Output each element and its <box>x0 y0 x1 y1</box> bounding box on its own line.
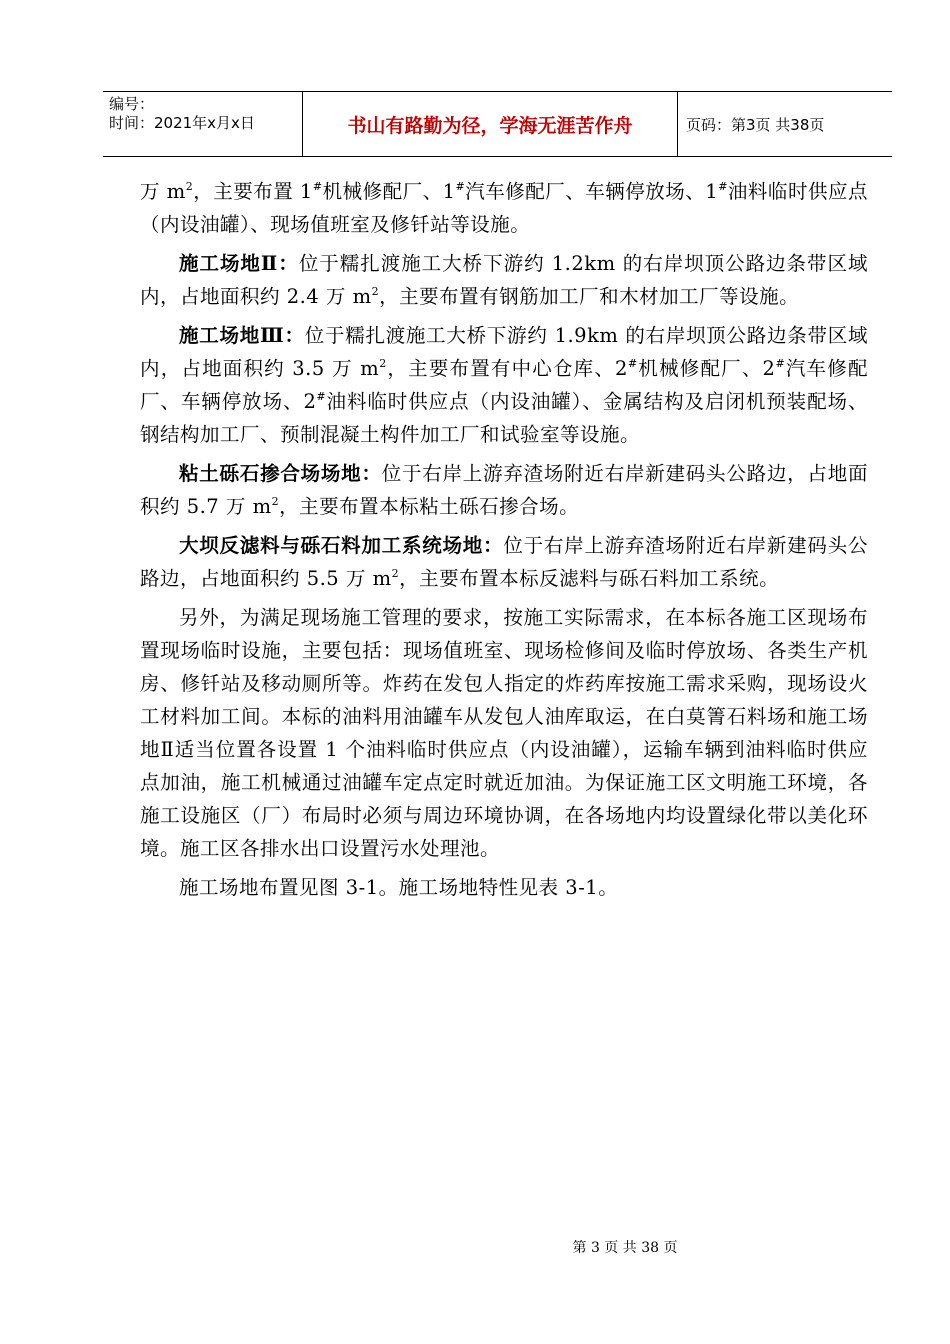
paragraph-clay-gravel-site: 粘土砾石掺合场场地：位于右岸上游弃渣场附近右岸新建码头公路边，占地面积约 5.7 万 $m^2$，主要布置本标粘土砾石掺合场。 <box>140 462 868 518</box>
paragraph-1: 万 $m^2$，主要布置 1#机械修配厂、1#汽车修配厂、车辆停放场、1#油料临时供应点（内设油罐）、现场值班室及修钎站等设施。 <box>140 180 868 236</box>
page-footer: 第 3 页 共 38 页 <box>572 1240 678 1256</box>
header-meta <box>103 92 303 156</box>
paragraph-figure-reference: 施工场地布置见图 3-1。施工场地特性见表 3-1。 <box>179 876 619 899</box>
paragraph-heading: 粘土砾石掺合场场地： <box>179 462 382 485</box>
paragraph-heading: 施工场地Ⅲ： <box>179 324 305 347</box>
header-page-info: 页码：第3页 共38页 <box>686 115 825 134</box>
document-body <box>140 175 868 910</box>
paragraph-site-2: 施工场地Ⅱ：位于糯扎渡施工大桥下游约 1.2km 的右岸坝顶公路边条带区域内，占地面积约 2.4 万 $m^2$，主要布置有钢筋加工厂和木材加工厂等设施。 <box>140 252 868 308</box>
paragraph-filter-material-site: 大坝反滤料与砾石料加工系统场地：位于右岸上游弃渣场附近右岸新建码头公路边，占地面积约 5.5 万 $m^2$，主要布置本标反滤料与砾石料加工系统。 <box>140 534 868 590</box>
paragraph-heading: 大坝反滤料与砾石料加工系统场地： <box>179 534 504 557</box>
page-header <box>103 91 892 157</box>
paragraph-additional-facilities: 另外，为满足现场施工管理的要求，按施工实际需求，在本标各施工区现场布置现场临时设施，主要包括：现场值班室、现场检修间及临时停放场、各类生产机房、修钎站及移动厕所等。炸药在发包人指定的炸药库按施工需求采购，现场设火工材料加工间。本标的油料用油罐车从发包人油库取运，在白莫箐石料场和施工场地Ⅱ适当位置各设置 1 个油料临时供应点（内设油罐），运输车辆到油料临时供应点加油，施工机械通过油罐车定点定时就近加油。为保证施工区文明施工环境，各施工设施区（厂）布局时必须与周边环境协调，在各场地内均设置绿化带以美化环境。施工区各排水出口设置污水处理池。 <box>140 606 868 860</box>
header-motto: 书山有路勤为径，学海无涯苦作舟 <box>303 92 678 156</box>
document-time: 时间：2021年x月x日 <box>109 114 255 132</box>
paragraph-site-3: 施工场地Ⅲ：位于糯扎渡施工大桥下游约 1.9km 的右岸坝顶公路边条带区域内，占地面积约 3.5 万 $m^2$，主要布置有中心仓库、2#机械修配厂、2#汽车修配厂、车辆停放场、2#油料临时供应点（内设油罐）、金属结构及启闭机预装配场、钢结构加工厂、预制混凝土构件加工厂和试验室等设施。 <box>140 324 869 446</box>
document-number-label: 编号： <box>109 95 155 113</box>
paragraph-heading: 施工场地Ⅱ： <box>179 252 299 275</box>
